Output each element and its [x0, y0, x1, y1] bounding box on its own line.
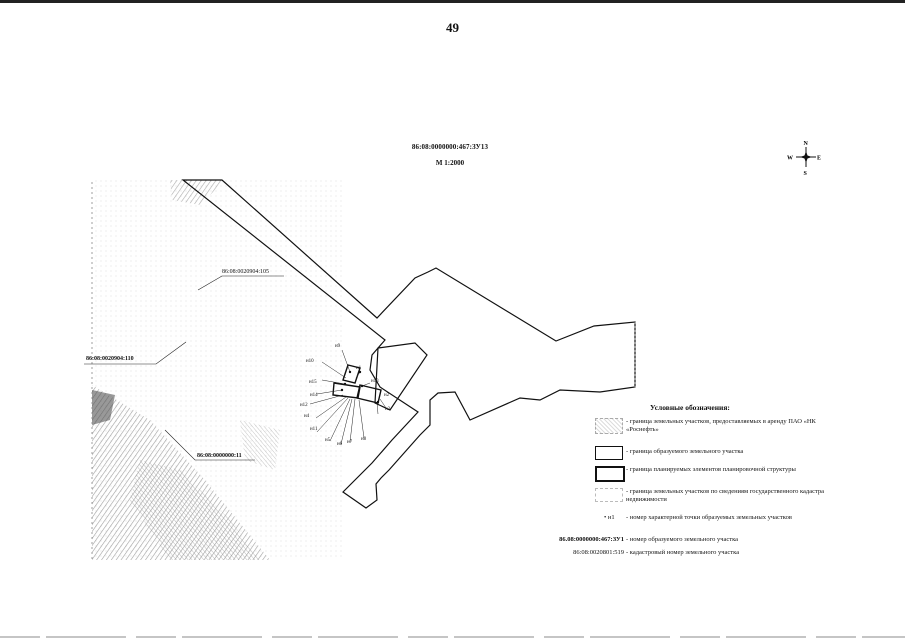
point-label: н7 [347, 440, 353, 445]
compass-rose [787, 141, 821, 177]
legend-symbol-solid-box [595, 446, 623, 460]
background-texture [92, 180, 342, 560]
point-label: н10 [306, 359, 314, 364]
legend-code: 86.08:0000000:467:ЗУ1 [559, 536, 624, 543]
point-label: н14 [310, 393, 318, 398]
small-parcel-c [357, 385, 381, 403]
point-label: н8 [361, 437, 367, 442]
parcel-label: 86:08:0000000:11 [197, 453, 242, 459]
page-number: 49 [446, 20, 459, 35]
parcel-label: 86:08:0020904:110 [86, 356, 134, 362]
legend-symbol-point: • н1 [604, 514, 615, 521]
compass-s: S [803, 171, 807, 177]
point-label: н15 [309, 380, 317, 385]
point-label: н11 [310, 427, 318, 432]
legend-text: - номер характерной точки образуемых земельных участков [626, 514, 792, 521]
map-scale: М 1:2000 [435, 159, 465, 167]
legend-text: - граница земельных участков по сведениям государственного кадастра недвижимости [626, 488, 825, 503]
point-label: н2 [384, 393, 390, 398]
legend-text: - граница земельных участков, предоставляемых в аренду ПАО «НК «Роснефть» [626, 418, 816, 433]
point-label: н6 [337, 442, 343, 447]
legend-text: - граница образуемого земельного участка [626, 448, 744, 455]
compass-e: E [817, 155, 822, 162]
point-label: н1 [356, 366, 362, 371]
point-label: н9 [335, 344, 341, 349]
map-title: 86:08:0000000:467:ЗУ13 [411, 143, 489, 151]
legend-text: - кадастровый номер земельного участка [626, 549, 740, 556]
legend-text: - номер образуемого земельного участка [626, 536, 739, 543]
point-label: н3 [385, 407, 391, 412]
formed-parcel-boundary [375, 343, 427, 410]
point-label: н13 [371, 379, 379, 384]
parcel-label: 86:08:0020904:105 [222, 269, 270, 275]
legend-code: 86:08:0020801:519 [573, 549, 624, 556]
point-label: н12 [300, 403, 308, 408]
compass-n: N [803, 141, 808, 147]
point-label: н4 [304, 414, 310, 419]
legend-symbol-dashed-box [595, 488, 623, 502]
legend-symbol-hatched [595, 418, 623, 434]
compass-w: W [787, 155, 793, 162]
legend-text: - граница планируемых элементов планировочной структуры [626, 466, 796, 473]
map-legend [520, 400, 825, 570]
point-label: н5 [325, 438, 331, 443]
legend-title: Условные обозначения: [650, 403, 730, 412]
legend-symbol-thick-box [595, 466, 625, 482]
